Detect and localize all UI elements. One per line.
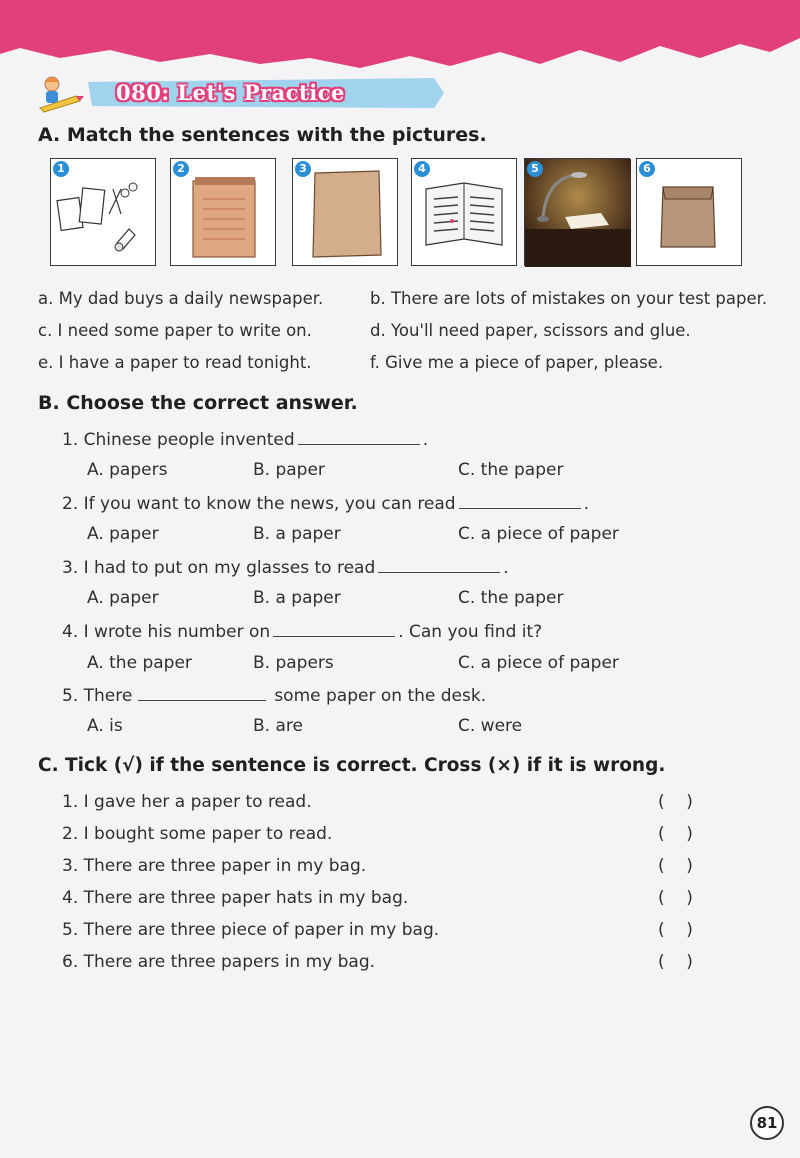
answer-blank: [298, 428, 420, 445]
option-5b[interactable]: B. are: [253, 716, 303, 736]
option-1a[interactable]: A. papers: [87, 460, 168, 480]
option-3b[interactable]: B. a paper: [253, 588, 341, 608]
picture-number: 1: [53, 161, 69, 177]
blank-paper-sheet-icon: [293, 159, 399, 267]
option-3c[interactable]: C. the paper: [458, 588, 564, 608]
picture-2: [170, 158, 276, 266]
option-4a[interactable]: A. the paper: [87, 653, 192, 673]
question-1: 1. Chinese people invented .: [62, 430, 429, 450]
picture-number: 3: [295, 161, 311, 177]
tick-answer-box-2[interactable]: ( ): [658, 824, 693, 844]
option-3a[interactable]: A. paper: [87, 588, 159, 608]
tick-item-2: 2. I bought some paper to read.: [62, 824, 333, 844]
option-5a[interactable]: A. is: [87, 716, 123, 736]
match-sentence-f: f. Give me a piece of paper, please.: [370, 353, 664, 372]
tick-item-6: 6. There are three papers in my bag.: [62, 952, 376, 972]
answer-blank: [459, 492, 581, 509]
picture-1: [50, 158, 156, 266]
question-3: 3. I had to put on my glasses to read .: [62, 558, 509, 578]
tick-answer-box-4[interactable]: ( ): [658, 888, 693, 908]
tick-answer-box-3[interactable]: ( ): [658, 856, 693, 876]
match-sentence-b: b. There are lots of mistakes on your test paper.: [370, 289, 768, 308]
tick-item-1: 1. I gave her a paper to read.: [62, 792, 312, 812]
option-1b[interactable]: B. paper: [253, 460, 325, 480]
pencil-kid-icon: [36, 74, 86, 114]
answer-blank: [138, 684, 266, 701]
match-sentence-a: a. My dad buys a daily newspaper.: [38, 289, 324, 308]
picture-6: [636, 158, 742, 266]
page-title: 080: Let's Practice: [116, 80, 345, 105]
section-c-heading: C. Tick (√) if the sentence is correct. Cross (×) if it is wrong.: [38, 755, 666, 776]
match-sentence-c: c. I need some paper to write on.: [38, 321, 312, 340]
option-5c[interactable]: C. were: [458, 716, 523, 736]
option-2a[interactable]: A. paper: [87, 524, 159, 544]
newspaper-icon: [412, 159, 518, 267]
option-1c[interactable]: C. the paper: [458, 460, 564, 480]
question-4: 4. I wrote his number on . Can you find it?: [62, 622, 543, 642]
question-2: 2. If you want to know the news, you can read .: [62, 494, 590, 514]
picture-4: [411, 158, 517, 266]
tick-answer-box-5[interactable]: ( ): [658, 920, 693, 940]
picture-number: 2: [173, 161, 189, 177]
tick-answer-box-1[interactable]: ( ): [658, 792, 693, 812]
desk-lamp-paper-icon: [525, 159, 631, 267]
page-number: 81: [750, 1106, 784, 1140]
option-2c[interactable]: C. a piece of paper: [458, 524, 619, 544]
tick-item-3: 3. There are three paper in my bag.: [62, 856, 367, 876]
section-b-heading: B. Choose the correct answer.: [38, 392, 358, 414]
paper-scissors-glue-icon: [51, 159, 157, 267]
option-4b[interactable]: B. papers: [253, 653, 334, 673]
picture-number: 4: [414, 161, 430, 177]
tick-item-5: 5. There are three piece of paper in my bag.: [62, 920, 440, 940]
test-paper-icon: [171, 159, 277, 267]
picture-number: 6: [639, 161, 655, 177]
match-sentence-e: e. I have a paper to read tonight.: [38, 353, 312, 372]
picture-number: 5: [527, 161, 543, 177]
answer-blank: [378, 556, 500, 573]
question-5: 5. There some paper on the desk.: [62, 686, 487, 706]
lesson-title-bar: [36, 72, 416, 114]
top-banner: [0, 0, 800, 70]
section-a-heading: A. Match the sentences with the pictures.: [38, 124, 487, 146]
answer-blank: [273, 620, 395, 637]
tick-item-4: 4. There are three paper hats in my bag.: [62, 888, 409, 908]
picture-row: [50, 158, 750, 270]
match-sentence-d: d. You'll need paper, scissors and glue.: [370, 321, 691, 340]
option-4c[interactable]: C. a piece of paper: [458, 653, 619, 673]
picture-5: [524, 158, 630, 266]
tick-answer-box-6[interactable]: ( ): [658, 952, 693, 972]
paper-bag-icon: [637, 159, 743, 267]
picture-3: [292, 158, 398, 266]
option-2b[interactable]: B. a paper: [253, 524, 341, 544]
